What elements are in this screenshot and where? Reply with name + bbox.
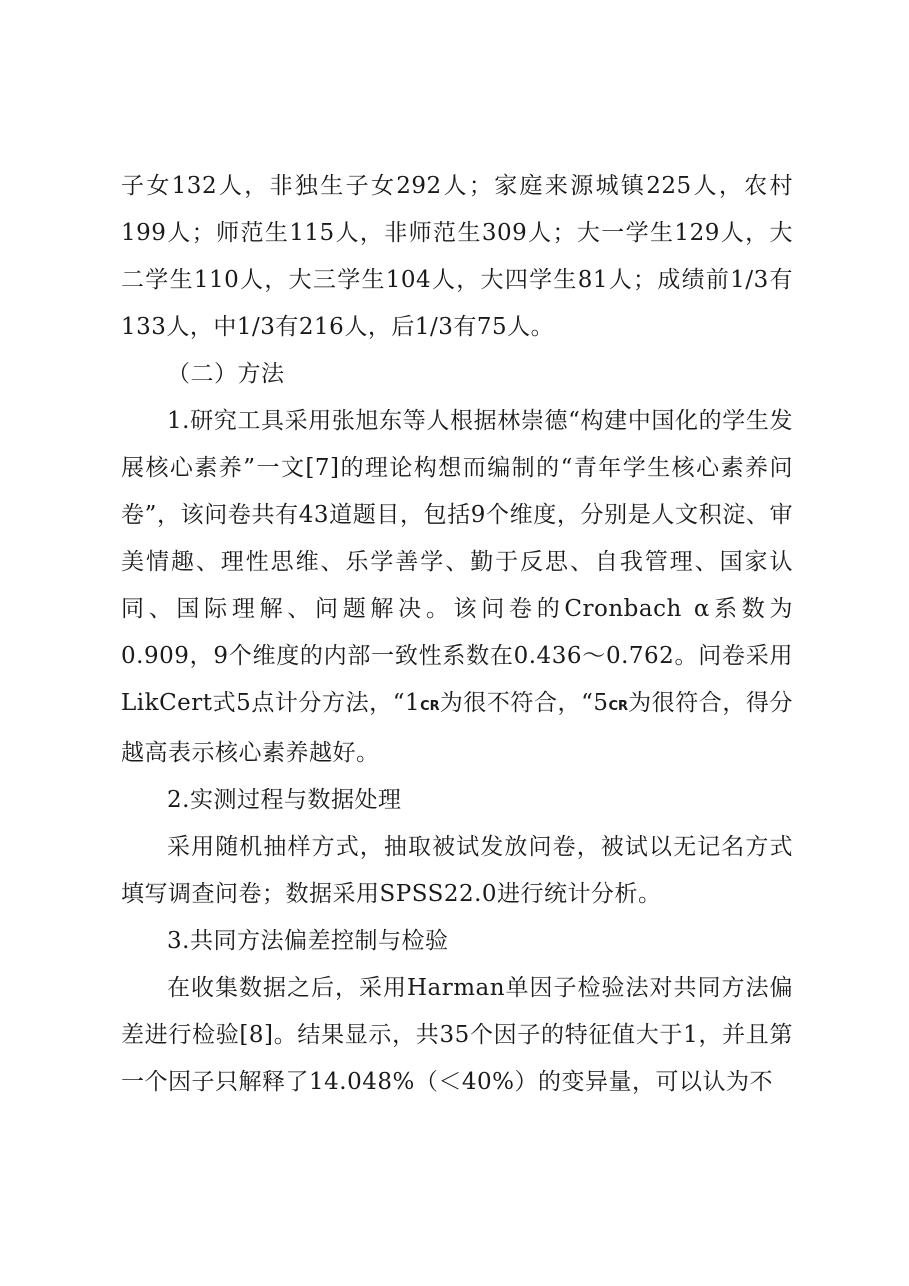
paragraph-process: 采用随机抽样方式，抽取被试发放问卷，被试以无记名方式填写调查问卷；数据采用SPSS22.0进行统计分析。 — [121, 834, 793, 907]
research-tool-text-c: 为很符合，得分越高表示核心素养越好。 — [121, 690, 793, 766]
cr-mark: CR — [608, 699, 629, 714]
section-heading-method: （二）方法 — [167, 361, 285, 387]
subheading-process: 2.实测过程与数据处理 — [167, 787, 402, 813]
paragraph-bias: 在收集数据之后，采用Harman单因子检验法对共同方法偏差进行检验[8]。结果显示，共35个因子的特征值大于1，并且第一个因子只解释了14.048%（＜40%）的变异量，可以认为不 — [121, 975, 793, 1095]
research-tool-text-b: 为很不符合，“5 — [439, 690, 609, 716]
paragraph-sample-continued: 子女132人，非独生子女292人；家庭来源城镇225人，农村199人；师范生115人，非师范生309人；大一学生129人，大二学生110人，大三学生104人，大四学生81人；成绩前1/3有133人，中1/3有216人，后1/3有75人。 — [121, 173, 793, 340]
cr-mark: CR — [420, 699, 440, 714]
research-tool-text-a: 1.研究工具采用张旭东等人根据林崇德“构建中国化的学生发展核心素养”一文[7]的理论构想而编制的“青年学生核心素养问卷”，该问卷共有43道题目，包括9个维度，分别是人文积淀、审美情趣、理性思维、乐学善学、勤于反思、自我管理、国家认同、国际理解、问题解决。该问卷的Cronbach α系数为0.909，9个维度的内部一致性系数在0.436～0.762。问卷采用LikCert式5点计分方法，“1 — [121, 408, 793, 716]
subheading-bias: 3.共同方法偏差控制与检验 — [167, 928, 449, 954]
paragraph-research-tool — [121, 398, 793, 777]
document-body — [121, 163, 793, 1106]
